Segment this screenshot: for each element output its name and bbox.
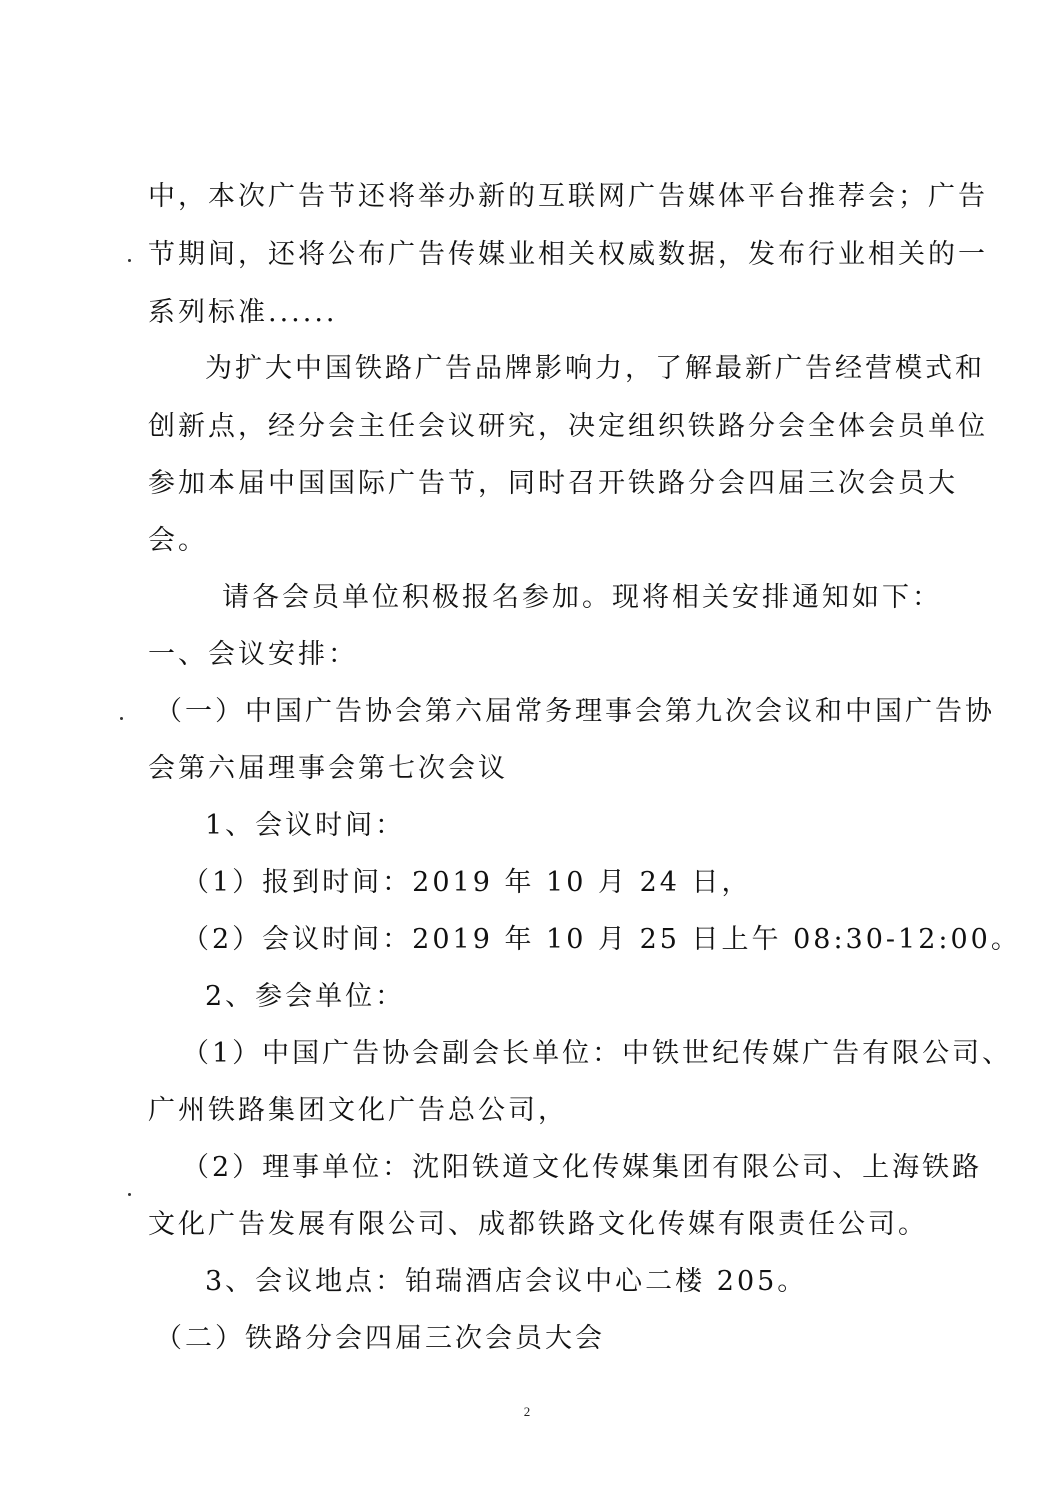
item-heading: 2、参会单位： — [205, 981, 406, 1012]
paragraph-line: 创新点，经分会主任会议研究，决定组织铁路分会全体会员单位 — [148, 411, 988, 442]
list-item: （2）会议时间：2019 年 10 月 25 日上午 08:30-12:00。 — [182, 924, 1021, 955]
scan-mark — [128, 259, 131, 262]
subsection-heading: （二）铁路分会四届三次会员大会 — [155, 1323, 605, 1354]
item-heading: 1、会议时间： — [205, 810, 406, 841]
paragraph-line: 为扩大中国铁路广告品牌影响力，了解最新广告经营模式和 — [205, 353, 985, 384]
scan-mark — [120, 717, 123, 720]
section-heading: 一、会议安排： — [148, 639, 358, 670]
list-item: （1）报到时间：2019 年 10 月 24 日， — [182, 867, 752, 898]
paragraph-line: 会。 — [148, 525, 208, 556]
subsection-heading-cont: 会第六届理事会第七次会议 — [148, 753, 508, 784]
paragraph-line: 系列标准...... — [148, 297, 338, 328]
subsection-heading: （一）中国广告协会第六届常务理事会第九次会议和中国广告协 — [155, 696, 995, 727]
list-item-cont: 文化广告发展有限公司、成都铁路文化传媒有限责任公司。 — [148, 1209, 928, 1240]
page-number: 2 — [523, 1404, 531, 1419]
list-item-cont: 广州铁路集团文化广告总公司， — [148, 1095, 568, 1126]
paragraph-line: 中，本次广告节还将举办新的互联网广告媒体平台推荐会；广告 — [148, 181, 988, 212]
list-item: （1）中国广告协会副会长单位：中铁世纪传媒广告有限公司、 — [182, 1038, 1013, 1069]
list-item: （2）理事单位：沈阳铁道文化传媒集团有限公司、上海铁路 — [182, 1152, 983, 1183]
paragraph-line: 节期间，还将公布广告传媒业相关权威数据，发布行业相关的一 — [148, 239, 988, 270]
paragraph-line: 参加本届中国国际广告节，同时召开铁路分会四届三次会员大 — [148, 468, 958, 499]
item-heading: 3、会议地点：铂瑞酒店会议中心二楼 205。 — [205, 1266, 808, 1297]
paragraph-line: 请各会员单位积极报名参加。现将相关安排通知如下： — [222, 582, 942, 613]
scan-mark — [128, 1193, 131, 1196]
